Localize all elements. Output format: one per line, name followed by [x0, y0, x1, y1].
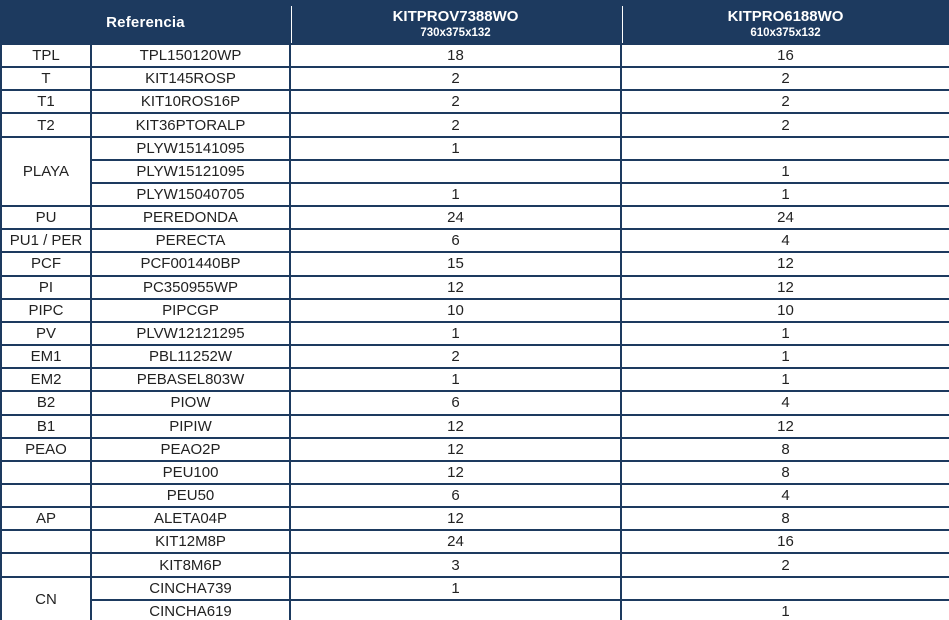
kit-column-size-label: 610x375x132: [750, 26, 821, 39]
table-row: [1, 507, 949, 530]
qty-cell-kitprov7388wo: 2: [290, 67, 621, 90]
qty-cell-kitprov7388wo: [290, 160, 621, 183]
code-cell: B1: [1, 415, 91, 438]
qty-cell-kitpro6188wo: 16: [621, 530, 949, 553]
qty-cell-kitpro6188wo: 1: [621, 368, 949, 391]
table-row: [1, 600, 949, 620]
qty-cell-kitprov7388wo: 6: [290, 391, 621, 414]
ref-cell: KIT12M8P: [91, 530, 290, 553]
code-cell: PCF: [1, 252, 91, 275]
qty-cell-kitprov7388wo: [290, 600, 621, 620]
qty-cell-kitpro6188wo: 1: [621, 183, 949, 206]
ref-cell: CINCHA739: [91, 577, 290, 600]
code-cell: EM1: [1, 345, 91, 368]
table-row: [1, 345, 949, 368]
qty-cell-kitpro6188wo: 8: [621, 438, 949, 461]
ref-cell: TPL150120WP: [91, 44, 290, 67]
ref-cell: PIOW: [91, 391, 290, 414]
qty-cell-kitpro6188wo: 4: [621, 229, 949, 252]
ref-cell: ALETA04P: [91, 507, 290, 530]
code-cell: PIPC: [1, 299, 91, 322]
code-cell: T: [1, 67, 91, 90]
qty-cell-kitpro6188wo: 1: [621, 600, 949, 620]
ref-cell: KIT145ROSP: [91, 67, 290, 90]
table-row: [1, 44, 949, 67]
qty-cell-kitprov7388wo: 12: [290, 415, 621, 438]
code-cell: T2: [1, 113, 91, 136]
table-row: [1, 415, 949, 438]
qty-cell-kitpro6188wo: 10: [621, 299, 949, 322]
referencia-column-header: Referencia: [1, 1, 290, 44]
ref-cell: PEU100: [91, 461, 290, 484]
qty-cell-kitprov7388wo: 1: [290, 368, 621, 391]
table-row: [1, 229, 949, 252]
qty-cell-kitpro6188wo: 4: [621, 391, 949, 414]
qty-cell-kitprov7388wo: 1: [290, 577, 621, 600]
qty-cell-kitpro6188wo: 2: [621, 553, 949, 576]
ref-cell: KIT36PTORALP: [91, 113, 290, 136]
code-cell: [1, 553, 91, 576]
table-row: [1, 160, 949, 183]
qty-cell-kitprov7388wo: 24: [290, 530, 621, 553]
table-row: [1, 391, 949, 414]
ref-cell: PEU50: [91, 484, 290, 507]
ref-cell: PIPCGP: [91, 299, 290, 322]
table-row: [1, 322, 949, 345]
kit-column-title: KITPROV7388WO: [392, 7, 519, 25]
ref-cell: PC350955WP: [91, 276, 290, 299]
ref-cell: PCF001440BP: [91, 252, 290, 275]
ref-cell: PBL11252W: [91, 345, 290, 368]
table-row: [1, 530, 949, 553]
qty-cell-kitprov7388wo: 1: [290, 183, 621, 206]
ref-cell: KIT10ROS16P: [91, 90, 290, 113]
code-cell: EM2: [1, 368, 91, 391]
qty-cell-kitprov7388wo: 12: [290, 461, 621, 484]
code-cell: B2: [1, 391, 91, 414]
qty-cell-kitprov7388wo: 12: [290, 438, 621, 461]
ref-cell: PEAO2P: [91, 438, 290, 461]
qty-cell-kitprov7388wo: 10: [290, 299, 621, 322]
code-cell: [1, 530, 91, 553]
table-row: [1, 137, 949, 160]
table-row: [1, 438, 949, 461]
table-row: [1, 276, 949, 299]
qty-cell-kitprov7388wo: 24: [290, 206, 621, 229]
table-row: [1, 368, 949, 391]
qty-cell-kitpro6188wo: 12: [621, 415, 949, 438]
ref-cell: PERECTA: [91, 229, 290, 252]
qty-cell-kitpro6188wo: 2: [621, 90, 949, 113]
ref-cell: PIPIW: [91, 415, 290, 438]
code-cell: PU1 / PER: [1, 229, 91, 252]
qty-cell-kitprov7388wo: 1: [290, 137, 621, 160]
table-body: [1, 44, 949, 620]
code-cell: T1: [1, 90, 91, 113]
qty-cell-kitprov7388wo: 15: [290, 252, 621, 275]
kit-column-header-kitprov7388wo: [290, 1, 621, 44]
table-row: [1, 553, 949, 576]
ref-cell: PLVW12121295: [91, 322, 290, 345]
table-row: [1, 461, 949, 484]
qty-cell-kitpro6188wo: 4: [621, 484, 949, 507]
qty-cell-kitprov7388wo: 18: [290, 44, 621, 67]
ref-cell: PEREDONDA: [91, 206, 290, 229]
qty-cell-kitprov7388wo: 3: [290, 553, 621, 576]
table-row: [1, 90, 949, 113]
code-cell: [1, 461, 91, 484]
kit-column-size-label: 730x375x132: [420, 26, 491, 39]
code-cell: [1, 484, 91, 507]
qty-cell-kitpro6188wo: 2: [621, 113, 949, 136]
ref-cell: CINCHA619: [91, 600, 290, 620]
qty-cell-kitprov7388wo: 6: [290, 229, 621, 252]
code-cell: CN: [1, 577, 91, 620]
kit-column-title: KITPRO6188WO: [727, 7, 844, 25]
code-cell: PLAYA: [1, 137, 91, 206]
table-row: [1, 299, 949, 322]
qty-cell-kitprov7388wo: 12: [290, 507, 621, 530]
table-row: [1, 113, 949, 136]
header-row: [1, 1, 949, 44]
table-row: [1, 484, 949, 507]
ref-cell: PEBASEL803W: [91, 368, 290, 391]
table-row: [1, 577, 949, 600]
table-row: [1, 67, 949, 90]
qty-cell-kitprov7388wo: 2: [290, 90, 621, 113]
qty-cell-kitpro6188wo: 12: [621, 252, 949, 275]
table-row: [1, 206, 949, 229]
qty-cell-kitpro6188wo: [621, 137, 949, 160]
qty-cell-kitpro6188wo: [621, 577, 949, 600]
qty-cell-kitpro6188wo: 24: [621, 206, 949, 229]
code-cell: PU: [1, 206, 91, 229]
ref-cell: PLYW15121095: [91, 160, 290, 183]
qty-cell-kitpro6188wo: 12: [621, 276, 949, 299]
qty-cell-kitpro6188wo: 1: [621, 160, 949, 183]
qty-cell-kitprov7388wo: 2: [290, 113, 621, 136]
qty-cell-kitprov7388wo: 2: [290, 345, 621, 368]
qty-cell-kitpro6188wo: 2: [621, 67, 949, 90]
code-cell: AP: [1, 507, 91, 530]
code-cell: TPL: [1, 44, 91, 67]
qty-cell-kitpro6188wo: 8: [621, 461, 949, 484]
ref-cell: PLYW15040705: [91, 183, 290, 206]
code-cell: PV: [1, 322, 91, 345]
table-row: [1, 183, 949, 206]
ref-cell: PLYW15141095: [91, 137, 290, 160]
code-cell: PEAO: [1, 438, 91, 461]
qty-cell-kitpro6188wo: 16: [621, 44, 949, 67]
qty-cell-kitpro6188wo: 1: [621, 345, 949, 368]
qty-cell-kitprov7388wo: 6: [290, 484, 621, 507]
qty-cell-kitpro6188wo: 8: [621, 507, 949, 530]
table-row: [1, 252, 949, 275]
code-cell: PI: [1, 276, 91, 299]
qty-cell-kitprov7388wo: 12: [290, 276, 621, 299]
qty-cell-kitprov7388wo: 1: [290, 322, 621, 345]
kit-column-header-kitpro6188wo: [621, 1, 949, 44]
ref-cell: KIT8M6P: [91, 553, 290, 576]
qty-cell-kitpro6188wo: 1: [621, 322, 949, 345]
